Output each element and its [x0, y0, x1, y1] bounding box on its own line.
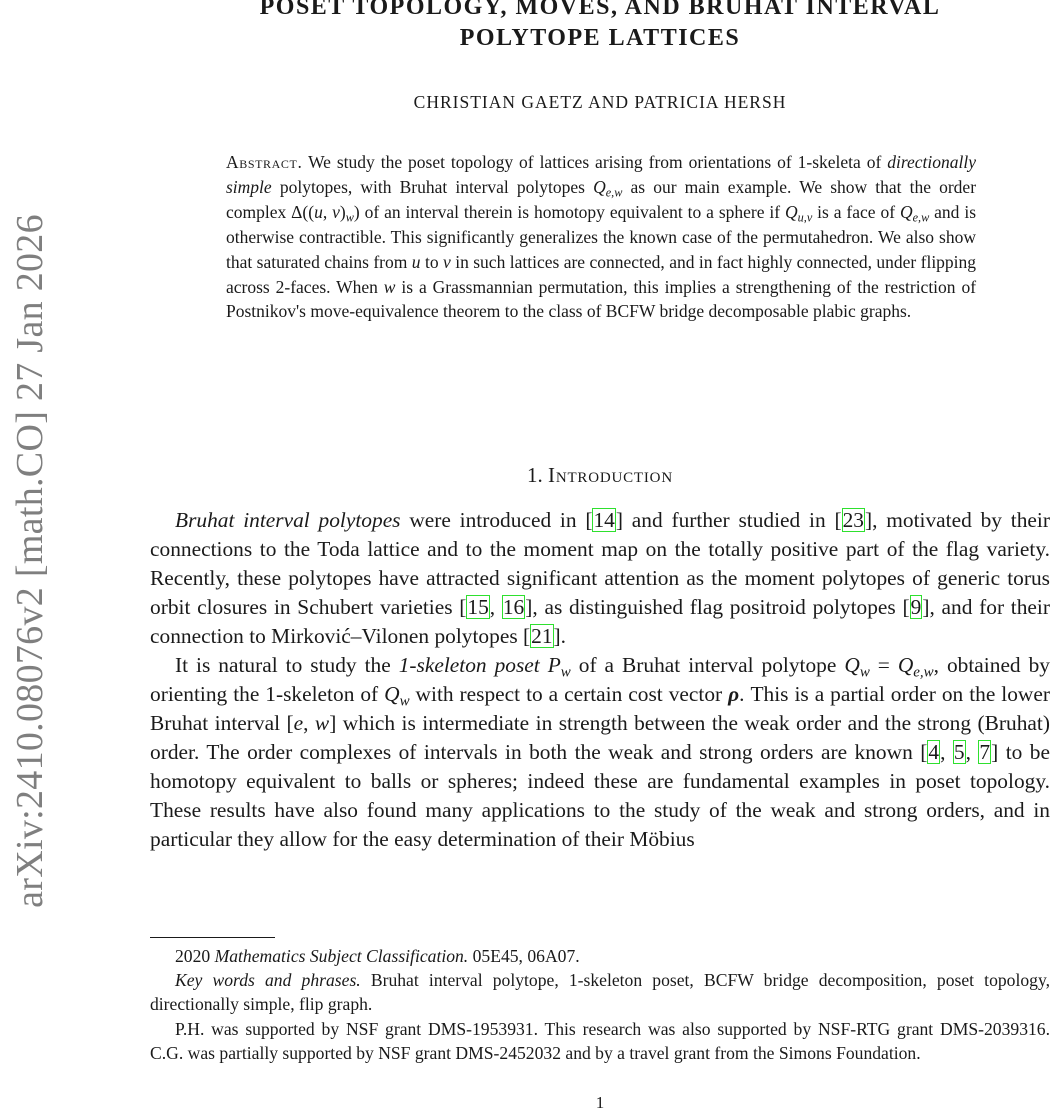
intro-text: and further studied in — [631, 508, 826, 532]
intro-text: were introduced in — [409, 508, 577, 532]
section-heading — [150, 463, 1050, 488]
abstract-text: We study the poset topology of lattices arising from orientations of 1-skeleta of — [308, 152, 882, 172]
math-q-uv: $Q_{u,v}$ — [785, 201, 813, 225]
citation-link[interactable]: 16 — [502, 595, 525, 619]
citation-link[interactable]: 7 — [979, 740, 991, 764]
abstract-text: is a face of — [817, 201, 896, 222]
keywords-label: Key words and phrases. — [175, 970, 361, 991]
keywords-text: Bruhat interval polytope, 1-skeleton poset, BCFW bridge decomposition, poset topology, directionally simple, flip graph. — [150, 970, 1050, 1015]
citation-link[interactable]: 23 — [842, 508, 864, 532]
citation-link[interactable]: 14 — [593, 508, 615, 532]
section-title: Introduction — [548, 463, 673, 487]
intro-text: , and for their connection to Mirković–Vilonen polytopes — [150, 595, 1050, 648]
introduction-body — [150, 506, 1050, 854]
footnote-keywords — [150, 968, 1050, 1016]
intro-text: It is natural to study the — [175, 653, 391, 677]
abstract-text: polytopes, with Bruhat interval polytopes — [279, 176, 585, 197]
math-rho: ρ — [728, 682, 740, 706]
msc-year: 2020 — [175, 946, 211, 966]
intro-emphasis: 1-skeleton poset — [398, 653, 540, 677]
abstract-text: is a Grassmannian permutation, this implies a strengthening of the restriction of Postnikov's move-equivalence theorem to the class of BCFW bridge decomposable plabic graphs. — [226, 276, 977, 322]
math-q-ew: $Q_{e,w}$ — [593, 176, 623, 200]
footnote-rule — [150, 937, 275, 938]
intro-text: which is intermediate in strength between the weak order and the strong (Bruhat) order. The order complexes of intervals in both the weak and strong orders are known — [150, 711, 1050, 764]
intro-text: , as distinguished flag positroid polytopes — [532, 595, 896, 619]
section-number: 1. — [527, 463, 543, 487]
footnote-msc — [150, 944, 1050, 968]
arxiv-identifier-margin — [0, 178, 60, 943]
intro-text: with respect to a certain cost vector — [415, 682, 723, 706]
math-v: v — [443, 251, 451, 272]
citation-link[interactable]: 21 — [531, 624, 553, 648]
citation-link[interactable]: 15 — [467, 595, 489, 619]
paper-authors: CHRISTIAN GAETZ AND PATRICIA HERSH — [413, 92, 787, 112]
citation-link[interactable]: 9 — [910, 595, 922, 619]
math-u: u — [411, 251, 421, 272]
intro-paragraph-1: Bruhat interval polytopes were introduced in [14] and further studied in [23], motivated by their connections to the Toda lattice and to the moment map on the totally positive part of the flag variety. Recently, these polytopes have attracted significant attention as the moment polytopes of generic torus orbit closures in Schubert varieties [15, 16], as distinguished flag positroid polytopes [9], and for their connection to Mirković–Vilonen polytopes [21]. — [150, 508, 1050, 648]
intro-text: of a Bruhat interval polytope — [578, 653, 837, 677]
footnote-support: P.H. was supported by NSF grant DMS-1953931. This research was also supported by NSF-RTG grant DMS-2039316. C.G. was partially supported by NSF grant DMS-2452032 and by a travel grant from the Simons Foundation. — [150, 1018, 1050, 1063]
abstract — [226, 150, 976, 324]
arxiv-identifier: arXiv:2410.08076v2 [math.CO] 27 Jan 2026 — [9, 213, 51, 908]
abstract-text: as our main example. We show that the order complex — [226, 176, 977, 222]
citation-link[interactable]: 4 — [928, 740, 940, 764]
msc-codes: 05E45, 06A07. — [472, 946, 580, 966]
title-line-1: POSET TOPOLOGY, MOVES, AND BRUHAT INTERVAL — [259, 0, 941, 20]
abstract-emphasis: directionally simple — [226, 152, 977, 197]
math-p-w: $P_w$ — [547, 653, 571, 681]
abstract-text: and is otherwise contractible. This significantly generalizes the known case of the permutahedron. We also show that saturated chains from — [226, 201, 977, 272]
intro-paragraph-2: It is natural to study the 1-skeleton poset $P_w$ of a Bruhat interval polytope $Q_w = Q_{e,w}$, obtained by orienting the 1-skeleton of $Q_w$ with respect to a certain cost vector ρ. This is a partial order on the lower Bruhat interval [e, w] which is intermediate in strength between the weak order and the strong (Bruhat) order. The order complexes of intervals in both the weak and strong orders are known [4, 5, 7] to be homotopy equivalent to balls or spheres; indeed these are fundamental examples in poset topology. These results have also found many applications to the study of the weak and strong orders, and in particular they allow for the easy determination of their Möbius — [150, 653, 1050, 851]
footnotes — [150, 944, 1050, 1065]
abstract-text: to — [424, 251, 439, 272]
math-w: w — [383, 276, 396, 297]
math-q-w-def: $Q_w = Q_{e,w}$ — [844, 653, 934, 681]
paper-title — [150, 0, 1050, 54]
math-q-w: $Q_w$ — [384, 682, 410, 710]
abstract-text: in such lattices are connected, and in fact highly connected, under flipping across 2-faces. When — [226, 251, 977, 297]
msc-label: Mathematics Subject Classification. — [214, 946, 469, 966]
title-line-2: POLYTOPE LATTICES — [459, 25, 741, 51]
intro-emphasis: Bruhat interval polytopes — [175, 508, 401, 532]
abstract-heading: Abstract. — [226, 152, 303, 172]
intro-text: , obtained by orienting the 1-skeleton of — [150, 653, 1050, 706]
math-interval: [e, w] — [286, 711, 337, 735]
math-q-ew: $Q_{e,w}$ — [899, 201, 930, 225]
page-number: 1 — [595, 1093, 605, 1112]
intro-text: , motivated by their connections to the Toda lattice and to the moment map on the totally positive part of the flag variety. Recently, these polytopes have attracted significant attention as the moment polytopes of generic torus orbit closures in Schubert varieties — [150, 508, 1050, 619]
abstract-text: of an interval therein is homotopy equivalent to a sphere if — [364, 201, 781, 222]
math-order-complex: Δ((u, $v)_w$) — [291, 201, 360, 225]
citation-link[interactable]: 5 — [953, 740, 965, 764]
intro-text: . This is a partial order on the lower Bruhat interval — [150, 682, 1050, 735]
intro-text: to be homotopy equivalent to balls or spheres; indeed these are fundamental examples in poset topology. These results have also found many applications to the study of the weak and strong orders, and in particular they allow for the easy determination of their Möbius — [150, 740, 1050, 851]
